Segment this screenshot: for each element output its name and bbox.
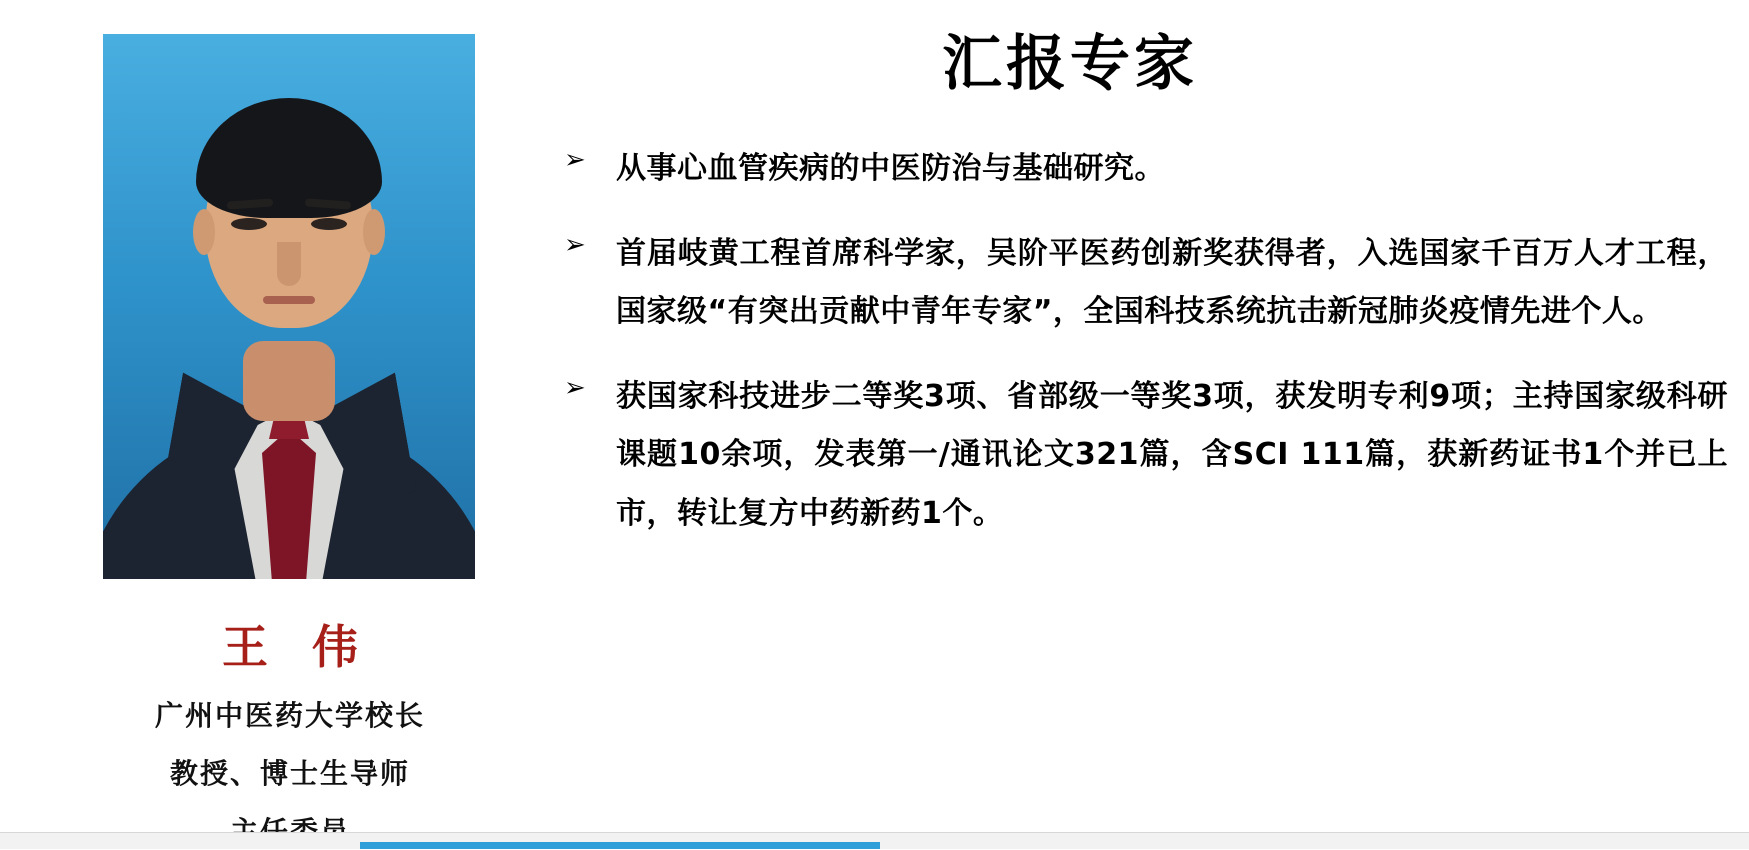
bullet-arrow-icon: ➢ bbox=[564, 372, 586, 403]
slide-title: 汇报专家 bbox=[942, 29, 1198, 99]
portrait-nose-shape bbox=[277, 242, 301, 286]
portrait-hair-shape bbox=[196, 98, 382, 218]
bullet-text-2: 首届岐黄工程首席科学家，吴阶平医药创新奖获得者，入选国家千百万人才工程，国家级“有突出贡献中青年专家”，全国科技系统抗击新冠肺炎疫情先进个人。 bbox=[616, 235, 1728, 329]
portrait-eye-right-shape bbox=[311, 218, 347, 230]
portrait-image bbox=[103, 34, 475, 579]
list-item bbox=[548, 225, 1728, 342]
list-item bbox=[548, 368, 1728, 544]
bullet-list bbox=[548, 140, 1728, 569]
bullet-text-3: 获国家科技进步二等奖3项、省部级一等奖3项，获发明专利9项；主持国家级科研课题10余项，发表第一/通讯论文321篇，含SCI 111篇，获新药证书1个并已上市，转让复方中药新药1个。 bbox=[616, 378, 1728, 531]
portrait-ear-right-shape bbox=[363, 209, 385, 255]
portrait-eye-left-shape bbox=[231, 218, 267, 230]
expert-photo bbox=[103, 34, 475, 579]
content-column bbox=[540, 0, 1749, 849]
bullet-arrow-icon: ➢ bbox=[564, 145, 586, 175]
portrait-neck-shape bbox=[243, 341, 335, 421]
list-item bbox=[548, 140, 1728, 199]
portrait-ear-left-shape bbox=[193, 209, 215, 255]
portrait-tie-shape bbox=[262, 429, 316, 579]
expert-affiliation-line-2: 教授、博士生导师 bbox=[169, 757, 410, 790]
portrait-mouth-shape bbox=[263, 296, 315, 304]
bottom-accent-bar bbox=[360, 842, 880, 849]
expert-profile-column bbox=[0, 0, 580, 849]
expert-name: 王 伟 bbox=[221, 620, 372, 674]
bullet-text-1: 从事心血管疾病的中医防治与基础研究。 bbox=[616, 151, 1165, 186]
expert-affiliation-line-1: 广州中医药大学校长 bbox=[154, 699, 425, 732]
bullet-arrow-icon: ➢ bbox=[564, 229, 586, 260]
